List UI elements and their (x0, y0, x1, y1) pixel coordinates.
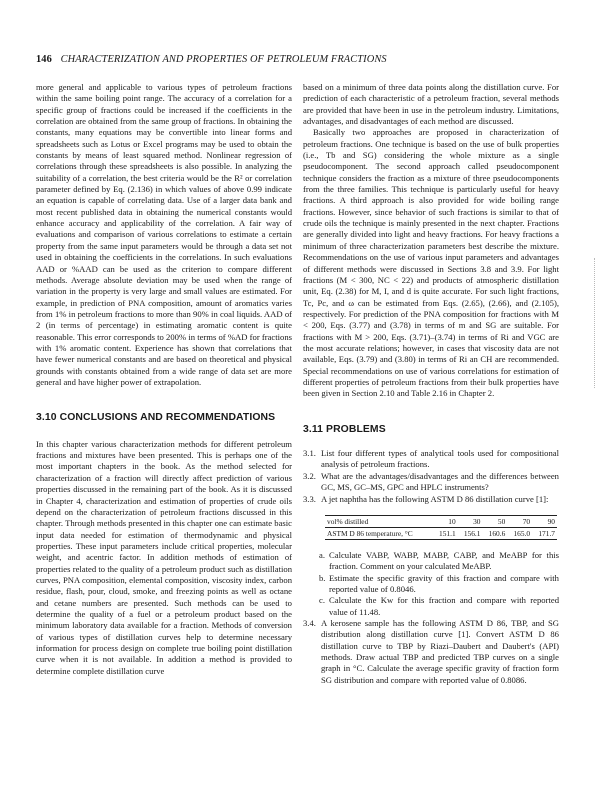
subpart-letter: b. (319, 572, 326, 583)
table-cell: vol% distilled (325, 515, 433, 527)
subpart-letter: c. (319, 595, 325, 606)
page-number: 146 (36, 54, 52, 65)
table-cell: 50 (482, 515, 507, 527)
subpart-text: Estimate the specific gravity of this fraction and compare with reported value of 0.8046. (329, 572, 559, 594)
table-cell: 165.0 (507, 527, 532, 539)
problem-number: 3.2. (303, 470, 316, 481)
distillation-table (325, 515, 557, 540)
section-heading-conclusions: 3.10 CONCLUSIONS AND RECOMMENDATIONS (36, 412, 276, 424)
problem-item (303, 471, 559, 494)
table-cell: ASTM D 86 temperature, °C (325, 527, 433, 539)
table-cell: 70 (507, 515, 532, 527)
problem-number: 3.1. (303, 448, 316, 459)
problem-text: A kerosene sample has the following ASTM D 86, TBP, and SG distribution along distillation curve [1]. Convert ASTM D 86 distillation curve to TBP by Riazi–Daubert and Daubert's (API) methods. Draw actual TBP and predicted TBP curves on a single graph in °C. Calculate the average specific gravity of fraction form SG distribution and compare with reported value of 0.8086. (321, 617, 559, 685)
problem-text: What are the advantages/disadvantages and the differences between GC, MS, GC–MS, GPC and HPLC instruments? (321, 470, 559, 493)
running-header (36, 54, 568, 65)
table-cell: 171.7 (532, 527, 557, 539)
table-cell: 160.6 (482, 527, 507, 539)
right-paragraph-2: Basically two approaches are proposed in characterization of petroleum fractions. One technique is based on the use of bulk properties (i.e., Tb and SG) considering the whole mixture as a single pseudocomponent. The second approach called pseudocomponent technique considers the fraction as a mixture of three pseudocomponents from the three families. This technique is particularly useful for heavy fractions. A third approach is also provided for wide boiling range fractions. However, since behavior of such fractions is similar to that of crude oils the technique is mainly presented in the next chapter. Fractions are generally divided into light and heavy fractions. For heavy fractions a minimum of three characterization parameters best describe the mixture. Recommendations on the use of various input parameters and advantages of different methods were discussed in Sections 3.8 and 3.9. For light fractions (M < 300, NC < 22) and products of atmospheric distillation unit, Eq. (2.38) for M, I, and d is quite accurate. For such light fractions, Tc, Pc, and ω can be estimated from Eqs. (2.65), (2.66), and (2.105), respectively. For prediction of the PNA composition for fractions with M < 200, Eqs. (3.77) and (3.78) in terms of m and SG are suitable. For fractions with M > 200, Eqs. (3.71)–(3.74) in terms of Ri and VGC are the most accurate relations; however, in cases that viscosity data are not available, Eqs. (3.79) and (3.80) in terms of Ri an CH are recommended. Special recommendations on use of various correlations for estimation of different properties of petroleum fractions from their bulk properties have been given in Section 2.10 and Table 2.16 in Chapter 2. (303, 127, 559, 399)
problem-text: A jet naphtha has the following ASTM D 86 distillation curve [1]: (321, 493, 549, 504)
table-cell: 156.1 (458, 527, 483, 539)
page-edge-artifact (594, 258, 596, 388)
subpart-item (303, 573, 559, 596)
problem-item (303, 494, 559, 505)
problem-number: 3.4. (303, 617, 316, 628)
subpart-text: Calculate VABP, WABP, MABP, CABP, and MeABP for this fraction. Comment on your calculated MeABP. (329, 549, 559, 572)
left-paragraph-2: In this chapter various characterization methods for different petroleum fractions and mixtures have been presented. This is perhaps one of the most important chapters in the book. As the method selected for characterization of a fraction will directly affect prediction of various properties discussed in the remaining part of the book. As it is discussed in Chapter 4, characterization and estimation of properties of crude oils depend on the characterization of petroleum fractions discussed in this chapter. Through methods presented in this chapter one can estimate basic input data needed for estimation of thermodynamic and physical properties. These input parameters include critical properties, molecular weight, and acentric factor. In addition methods of estimation of properties related to the quality of a petroleum product such as distillation curves, PNA composition, elemental composition, viscosity index, carbon residue, flash, pour, cloud, smoke, and freezing points as well as octane and cetane numbers are presented. Such methods can be used to determine the quality of a fuel or a petroleum product based on the minimum laboratory data available for a fraction. Methods of conversion of various types of distillation curves help to determine necessary information for process design on complete true boiling point distillation curve when it is not available. In addition a method is provided to determine complete distillation curve (36, 438, 292, 676)
table-cell: 10 (433, 515, 458, 527)
table-cell: 30 (458, 515, 483, 527)
table-row (325, 527, 557, 539)
table-cell: 90 (532, 515, 557, 527)
problem-number: 3.3. (303, 493, 316, 504)
left-paragraph-1: more general and applicable to various types of petroleum fractions within the same boiling point range. The accuracy of a correlation for a specific group of fractions could be increased if the coefficients in the correlation are obtained from the same group of fractions. In obtaining the constants, many equations may be convertible into linear forms and spreadsheets such as Lotus or Excel programs may be used to obtain the constants by means of least squared method. Nonlinear regression of correlations through these spreadsheets is also possible. In analyzing the suitability of a correlation, the best criteria would be the R² or correlation parameter defined by Eq. (2.136) in which values of above 0.99 indicate an equation is capable of correlating data. Use of a larger data bank and most recent published data in obtaining the numerical constants would enhance accuracy and applicability of the correlation. A fair way of evaluations and comparison of various correlations to estimate a certain property from the same input parameters would be through a data set not used in obtaining the coefficients in the correlations. In such evaluations AAD or %AAD can be used as the criterion to compare different methods. Average absolute deviation may be used when the range of variation in the property is very large and small values are estimated. For example, in prediction of PNA composition, amount of aromatics varies from 1% in petroleum fractions to more than 90% in coal liquids. AAD of 2 (in terms of percentage) in estimating aromatic content is quite reasonable. This error corresponds to 200% in terms of %AD for fractions with 1% aromatic content. Experience has shown that correlations that have fewer numerical constants and are based on theoretical and physical grounds with constants obtained from a wide range of data set are more general and have higher power of extrapolation. (36, 82, 292, 387)
running-title: CHARACTERIZATION AND PROPERTIES OF PETROLEUM FRACTIONS (60, 54, 387, 65)
problem-item (303, 618, 559, 686)
subpart-item (303, 595, 559, 618)
problem-text: List four different types of analytical tools used for compositional analysis of petroleum fractions. (321, 448, 559, 470)
subpart-letter: a. (319, 549, 325, 560)
table-cell: 151.1 (433, 527, 458, 539)
table-row (325, 515, 557, 527)
subpart-text: Calculate the Kw for this fraction and compare with reported value of 11.48. (329, 595, 559, 617)
right-column (303, 82, 559, 686)
right-paragraph-1: based on a minimum of three data points along the distillation curve. For prediction of each characteristic of a petroleum fraction, several methods are provided that have been in use in the petroleum industry. Limitations, advantages, and disadvantages of each method are discussed. (303, 82, 559, 127)
section-heading-problems: 3.11 PROBLEMS (303, 423, 386, 435)
problem-item (303, 448, 559, 471)
subpart-item (303, 550, 559, 573)
left-column (36, 82, 292, 677)
